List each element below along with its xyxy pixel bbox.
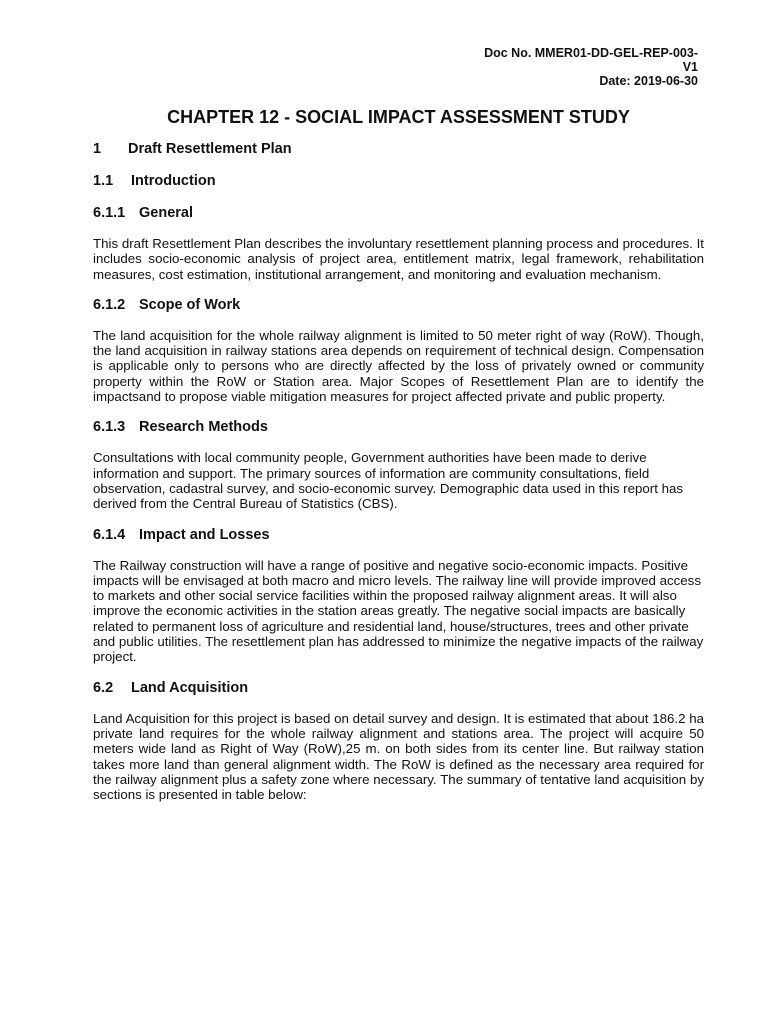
section-number: 6.1.4 [93, 526, 126, 543]
section-title: Draft Resettlement Plan [128, 141, 292, 157]
section-number: 6.1.2 [93, 296, 126, 313]
section-number: 6.2 [93, 679, 114, 696]
section-title: Impact and Losses [139, 526, 270, 543]
paragraph-land-acquisition: Land Acquisition for this project is based on detail survey and design. It is estimated that about 186.2 ha private land requires for the whole railway alignment and stations area. The project will acquire 50 meters wide land as Right of Way (RoW),25 m. on both sides from its center line. But railway station takes more land than general alignment width. The RoW is defined as the necessary area required for the railway alignment plus a safety zone where necessary. The summary of tentative land acquisition by sections is presented in table below: [93, 710, 704, 803]
paragraph-general: This draft Resettlement Plan describes the involuntary resettlement planning process and procedures. It includes socio-economic analysis of project area, entitlement matrix, legal framework, rehabilitation measures, cost estimation, institutional arrangement, and monitoring and evaluation mechanism. [93, 236, 704, 282]
section-heading-6-1-4 [93, 526, 704, 544]
section-heading-1-1 [93, 172, 704, 190]
doc-number-line1: Doc No. MMER01-DD-GEL-REP-003- [484, 46, 698, 60]
section-title: Introduction [131, 173, 216, 189]
section-title: Land Acquisition [131, 679, 249, 696]
section-heading-6-1-1 [93, 204, 704, 222]
section-number: 6.1.1 [93, 205, 126, 221]
section-number: 1 [93, 141, 102, 157]
chapter-title: CHAPTER 12 - SOCIAL IMPACT ASSESSMENT STUDY [167, 107, 630, 127]
section-heading-6-1-2 [93, 296, 704, 314]
section-title: Research Methods [139, 419, 268, 436]
document-header [438, 46, 698, 88]
doc-number-line2: V1 [682, 60, 698, 74]
section-heading-6-2 [93, 679, 704, 697]
paragraph-research-methods: Consultations with local community people, Government authorities have been made to derive information and support. The primary sources of information are community consultations, field observation, cadastral survey, and socio-economic survey. Demographic data used in this report has derived from the Central Bureau of Statistics (CBS). [93, 450, 684, 512]
section-number: 6.1.3 [93, 419, 126, 436]
section-title: Scope of Work [139, 296, 241, 313]
section-title: General [139, 205, 193, 221]
document-page [93, 104, 704, 816]
section-heading-6-1-3 [93, 418, 704, 436]
paragraph-scope-of-work: The land acquisition for the whole railway alignment is limited to 50 meter right of way (RoW). Though, the land acquisition in railway stations area depends on requirement of technical design. Compensation is applicable only to persons who are directly affected by the loss of privately owned or community property within the RoW or Station area. Major Scopes of Resettlement Plan are to identify the impactsand to propose viable mitigation measures for project affected private and public property. [93, 327, 704, 405]
section-heading-1 [93, 140, 704, 158]
paragraph-impact-and-losses: The Railway construction will have a range of positive and negative socio-economic impacts. Positive impacts will be envisaged at both macro and micro levels. The railway line will provide improved access to markets and other social service facilities within the proposed railway alignment areas. It will also improve the economic activities in the station areas greatly. The negative social impacts are basically related to permanent loss of agriculture and residential land, house/structures, trees and other private and public utilities. The resettlement plan has addressed to minimize the negative impacts of the railway project. [93, 557, 704, 665]
section-number: 1.1 [93, 173, 114, 189]
doc-date: Date: 2019-06-30 [599, 74, 698, 88]
